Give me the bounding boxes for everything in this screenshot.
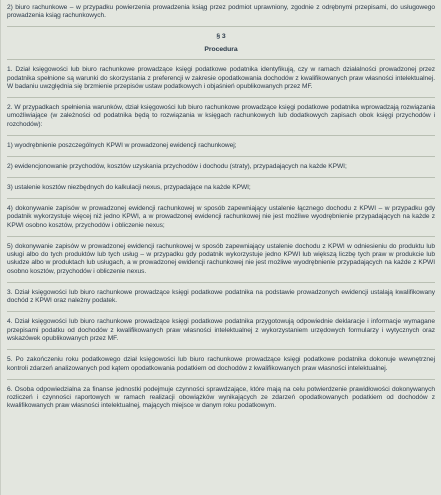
divider: [7, 379, 435, 380]
list-item-3: 3) ustalenie kosztów niezbędnych do kalkulacji nexus, przypadające na każde KPWI;: [7, 183, 251, 191]
divider: [7, 59, 435, 60]
divider: [7, 198, 435, 199]
paragraph-5: 5. Po zakończeniu roku podatkowego dział księgowości lub biuro rachunkowe prowadzące księgi podatkowe podatnika dokonuje wewnętrznej kontroli zdarzeń analizowanych pod kątem opodatkowania podatkiem od dochodów z kwalifikowanych praw własności intelektualnej.: [7, 356, 435, 372]
paragraph-3: 3. Dział księgowości lub biuro rachunkowe prowadzące księgi podatkowe podatnika na podstawie prowadzonych ewidencji ustalają kwalifikowany dochód z KPWI oraz należny podatek.: [7, 288, 435, 305]
paragraph-6: 6. Osoba odpowiedzialna za finanse jednostki podejmuje czynności sprawdzające, które mają na celu potwierdzenie prawidłowości dokonywanych rozliczeń i czynności raportowych w ramach realizacji obowiązków wynikających ze zdarzeń opodatkowanych podatkiem od dochodów z kwalifikowanych praw własności intelektualnej, mających miejsce w danym roku podatkowym.: [7, 385, 435, 410]
divider: [7, 282, 435, 283]
paragraph-4: 4. Dział księgowości lub biuro rachunkowe prowadzące księgi podatkowe podatnika przygotowują odpowiednie deklaracje i informacje wymagane przepisami podatku od dochodów z kwalifikowanych praw własności intelektualnej z wykorzystaniem urzędowych formularzy i wytycznych oraz wskazówek opublikowanych przez MF.: [7, 318, 435, 343]
list-item-1: 1) wyodrębnienie poszczególnych KPWI w prowadzonej ewidencji rachunkowej;: [7, 141, 237, 149]
document-body: [7, 4, 435, 416]
divider: [7, 97, 435, 98]
divider: [7, 311, 435, 312]
paragraph-2: 2. W przypadkach spełnienia warunków, dział księgowości lub biuro rachunkowe prowadzące księgi podatkowe podatnika wprowadzają rozwiązania umożliwiające (w zależności od podatnika będą to rozwiązania w księgach rachunkowych lub dodatkowych zapisach obok księgi przychodów i rozchodów):: [7, 104, 435, 128]
divider: [7, 236, 435, 237]
divider: [7, 349, 435, 350]
intro-paragraph: 2) biuro rachunkowe – w przypadku powierzenia prowadzenia ksiąg przez podmiot uprawniony, zgodnie z odrębnymi przepisami, do usługowego prowadzenia ksiąg rachunkowych.: [7, 4, 435, 20]
section-title: Procedura: [204, 45, 238, 53]
divider: [7, 177, 435, 178]
list-item-5: 5) dokonywanie zapisów w prowadzonej ewidencji rachunkowej w sposób zapewniający ustalenie dochodu z KPWI w odniesieniu do produktu lub usługi albo do tych produktów lub tych usług – w przypadku gdy podatnik wykorzystuje jedno KPWI lub większą liczbę tych praw w produkcie lub usłudze albo w produktach lub usługach, a w prowadzonej ewidencji rachunkowej nie jest możliwe wyodrębnienie przypadających na każde z KPWI osobno kosztów, przychodów i obliczenie nexus.: [7, 242, 435, 275]
list-item-2: 2) ewidencjonowanie przychodów, kosztów uzyskania przychodów i dochodu (straty), przypadających na każde KPWI;: [7, 162, 347, 170]
paragraph-1: 1. Dział księgowości lub biuro rachunkowe prowadzące księgi podatkowe podatnika identyfikują, czy w ramach działalności prowadzonej przez podatnika spełnione są warunki do skorzystania z preferencji w zakresie opodatkowania dochodów z kwalifikowanych praw własności intelektualnej. W badaniu uwzględnia się brzmienie przepisów ustaw podatkowych i objaśnień opublikowanych przez MF.: [7, 66, 435, 91]
divider: [7, 135, 435, 136]
section-number: § 3: [216, 33, 226, 41]
divider: [7, 156, 435, 157]
divider: [7, 26, 435, 27]
list-item-4: 4) dokonywanie zapisów w prowadzonej ewidencji rachunkowej w sposób zapewniający ustalenie łącznego dochodu z KPWI – w przypadku gdy podatnik wykorzystuje więcej niż jedno KPWI, a w prowadzonej ewidencji rachunkowej nie jest możliwe wyodrębnienie przypadających na każde z KPWI osobno kosztów, przychodów i obliczenie nexus;: [7, 204, 435, 229]
